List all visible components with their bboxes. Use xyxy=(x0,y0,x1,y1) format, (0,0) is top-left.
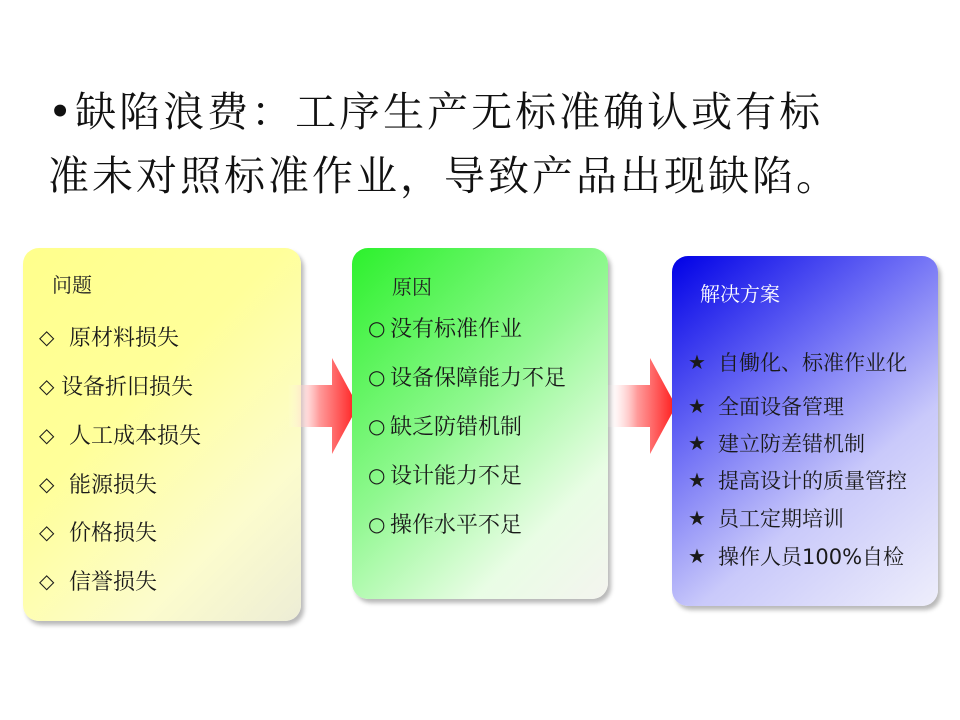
cause-item xyxy=(368,312,522,343)
problem-item xyxy=(39,565,157,596)
solution-item xyxy=(688,503,844,533)
diamond-icon: ◇ xyxy=(39,324,55,349)
problem-item xyxy=(39,321,179,352)
solutions-box xyxy=(672,256,938,606)
arrow-right-icon xyxy=(288,358,360,454)
solution-item-label: 全面设备管理 xyxy=(718,395,844,419)
cause-item-label: 设备保障能力不足 xyxy=(390,366,567,391)
problems-title: 问题 xyxy=(52,273,92,297)
star-icon: ★ xyxy=(688,350,706,374)
problem-item xyxy=(39,516,157,547)
star-icon: ★ xyxy=(688,394,706,418)
heading-line-2: 准未对照标准作业，导致产品出现缺陷。 xyxy=(48,152,840,200)
cause-item-label: 没有标准作业 xyxy=(390,317,523,342)
solution-item-label: 自働化、标准作业化 xyxy=(718,351,907,375)
arrow-right-icon xyxy=(606,358,678,454)
diamond-icon: ◇ xyxy=(39,373,55,398)
problem-item-label: 信誉损失 xyxy=(69,570,158,595)
solution-item-label: 操作人员100%自检 xyxy=(718,545,905,569)
solution-item xyxy=(688,541,904,571)
heading xyxy=(48,80,928,208)
solution-item xyxy=(688,347,907,377)
heading-line-1: •缺陷浪费：工序生产无标准确认或有标 xyxy=(48,88,824,136)
diamond-icon: ◇ xyxy=(39,471,55,496)
circle-icon: ○ xyxy=(368,315,386,340)
circle-icon: ○ xyxy=(368,462,386,487)
solution-item-label: 提高设计的质量管控 xyxy=(718,469,907,493)
star-icon: ★ xyxy=(688,544,706,568)
diamond-icon: ◇ xyxy=(39,568,55,593)
problem-item-label: 价格损失 xyxy=(69,521,158,546)
problem-item-label: 人工成本损失 xyxy=(69,424,202,449)
diamond-icon: ◇ xyxy=(39,519,55,544)
causes-box xyxy=(352,248,608,599)
cause-item xyxy=(368,459,522,490)
cause-item xyxy=(368,361,566,392)
cause-item xyxy=(368,508,522,539)
solution-item-label: 员工定期培训 xyxy=(718,507,844,531)
circle-icon: ○ xyxy=(368,364,386,389)
cause-item-label: 操作水平不足 xyxy=(390,513,523,538)
star-icon: ★ xyxy=(688,468,706,492)
diamond-icon: ◇ xyxy=(39,422,55,447)
solution-item xyxy=(688,428,865,458)
solution-item xyxy=(688,465,907,495)
solutions-title: 解决方案 xyxy=(700,282,780,306)
star-icon: ★ xyxy=(688,431,706,455)
cause-item-label: 缺乏防错机制 xyxy=(390,415,523,440)
circle-icon: ○ xyxy=(368,413,386,438)
problem-item-label: 原材料损失 xyxy=(69,326,180,351)
circle-icon: ○ xyxy=(368,511,386,536)
cause-item-label: 设计能力不足 xyxy=(390,464,523,489)
problems-box xyxy=(23,248,301,621)
problem-item xyxy=(39,370,193,401)
problem-item xyxy=(39,419,201,450)
problem-item-label: 设备折旧损失 xyxy=(61,375,194,400)
star-icon: ★ xyxy=(688,506,706,530)
cause-item xyxy=(368,410,522,441)
causes-title: 原因 xyxy=(392,275,432,299)
problem-item-label: 能源损失 xyxy=(69,473,158,498)
problem-item xyxy=(39,468,157,499)
solution-item-label: 建立防差错机制 xyxy=(718,432,865,456)
solution-item xyxy=(688,391,844,421)
